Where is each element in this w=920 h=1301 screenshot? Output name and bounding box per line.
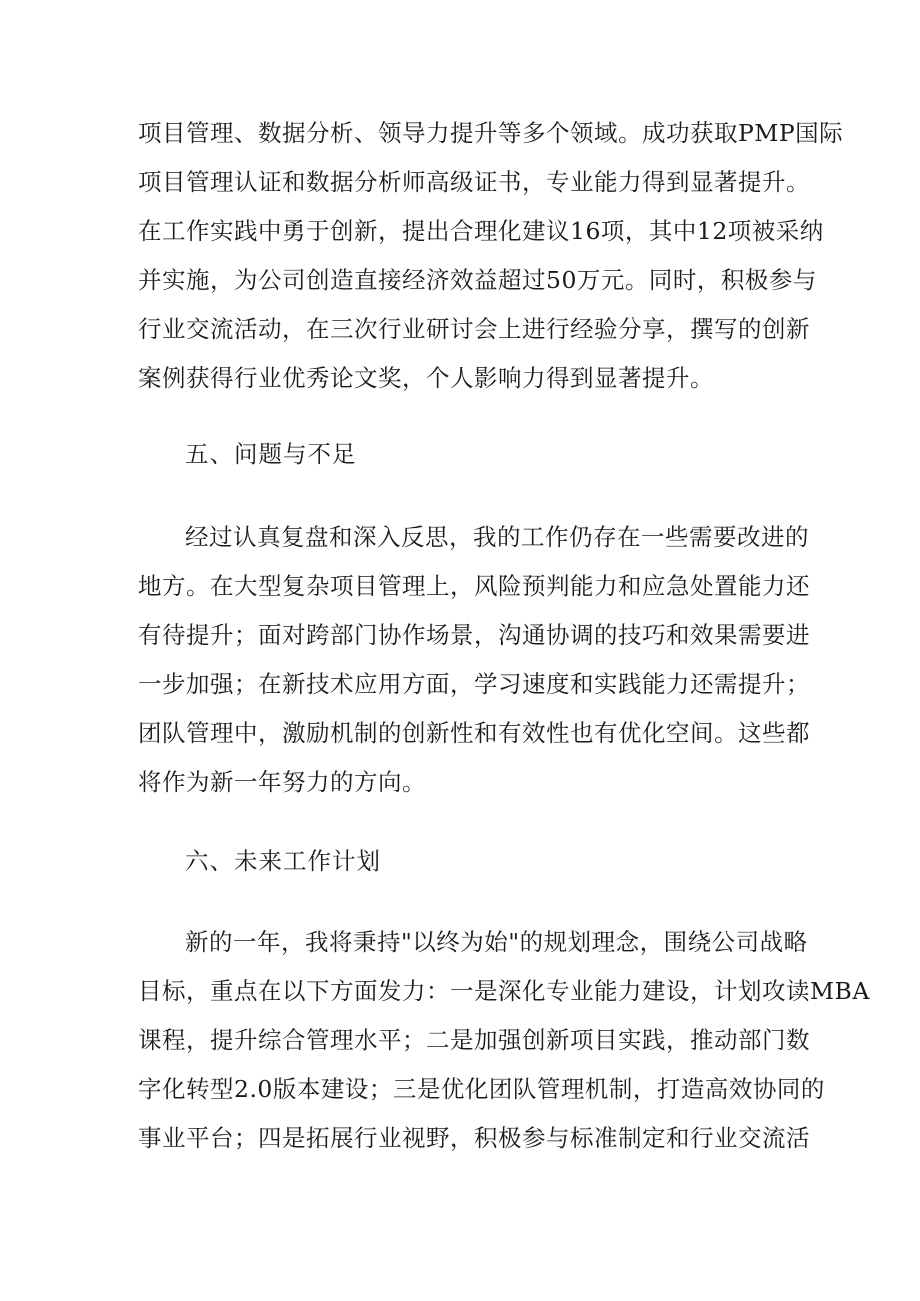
paragraph-line: 地方。在大型复杂项目管理上，风险预判能力和应急处置能力还	[138, 572, 810, 600]
paragraph-line: 一步加强；在新技术应用方面，学习速度和实践能力还需提升；	[138, 670, 810, 698]
paragraph-line: 字化转型2.0版本建设；三是优化团队管理机制，打造高效协同的	[138, 1075, 825, 1103]
paragraph-line: 目标，重点在以下方面发力：一是深化专业能力建设，计划攻读MBA	[138, 977, 870, 1005]
paragraph-line: 案例获得行业优秀论文奖，个人影响力得到显著提升。	[138, 364, 714, 392]
paragraph-line: 团队管理中，激励机制的创新性和有效性也有优化空间。这些都	[138, 719, 810, 747]
paragraph-line: 将作为新一年努力的方向。	[138, 768, 426, 796]
paragraph-line: 并实施，为公司创造直接经济效益超过50万元。同时，积极参与	[138, 266, 817, 294]
paragraph-line: 有待提升；面对跨部门协作场景，沟通协调的技巧和效果需要进	[138, 621, 810, 649]
paragraph-line: 行业交流活动，在三次行业研讨会上进行经验分享，撰写的创新	[138, 315, 810, 343]
paragraph-line: 课程，提升综合管理水平；二是加强创新项目实践，推动部门数	[138, 1026, 810, 1054]
paragraph-line: 项目管理、数据分析、领导力提升等多个领域。成功获取PMP国际	[138, 119, 844, 147]
section-heading-problems: 五、问题与不足	[185, 440, 357, 468]
paragraph-line: 项目管理认证和数据分析师高级证书，专业能力得到显著提升。	[138, 168, 810, 196]
paragraph-line: 在工作实践中勇于创新，提出合理化建议16项，其中12项被采纳	[138, 217, 824, 245]
section-heading-future-plan: 六、未来工作计划	[185, 847, 381, 875]
paragraph-line: 新的一年，我将秉持"以终为始"的规划理念，围绕公司战略	[185, 928, 808, 956]
paragraph-line: 经过认真复盘和深入反思，我的工作仍存在一些需要改进的	[185, 523, 809, 551]
paragraph-line: 事业平台；四是拓展行业视野，积极参与标准制定和行业交流活	[138, 1124, 810, 1152]
